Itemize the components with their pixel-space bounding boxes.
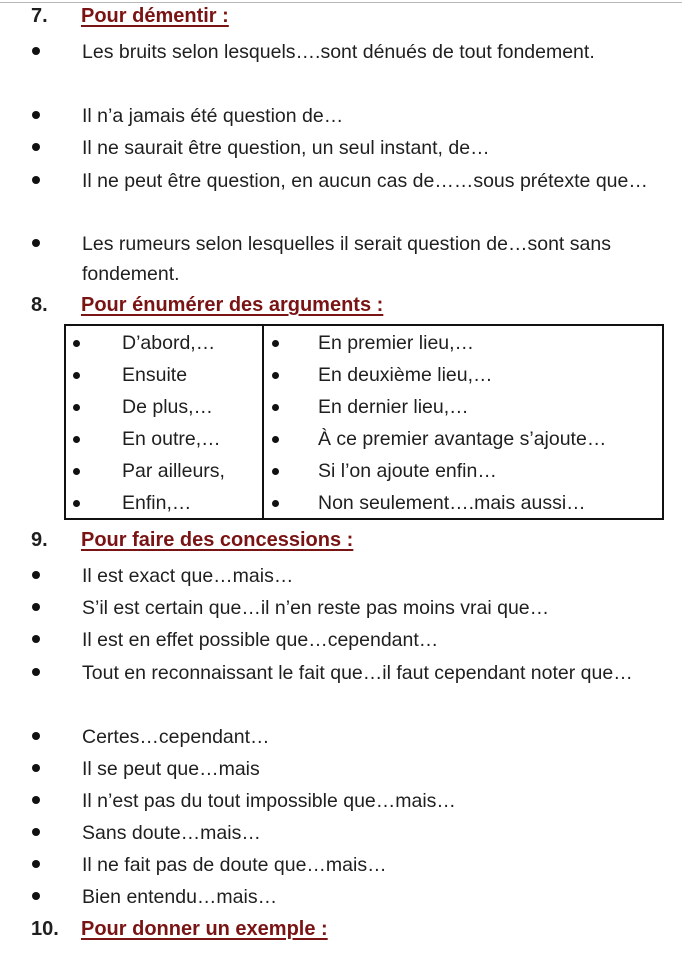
list-item-text: Bien entendu…mais… (82, 886, 278, 908)
table-cell-text: Par ailleurs, (122, 460, 225, 482)
top-divider (0, 2, 682, 3)
section-10-heading (31, 918, 328, 946)
list-item-text: Il n’est pas du tout impossible que…mais… (82, 790, 456, 812)
table-cell-left (66, 456, 262, 487)
section-title: Pour démentir : (81, 5, 229, 27)
table-cell-right (264, 488, 662, 519)
bullet-icon (32, 143, 40, 151)
table-cell-text: Enfin,… (122, 492, 192, 514)
table-cell-text: Si l’on ajoute enfin… (318, 460, 497, 482)
table-cell-text: En outre,… (122, 428, 221, 450)
table-cell-left (66, 488, 262, 519)
table-cell-text: En dernier lieu,… (318, 396, 469, 418)
table-cell-left (66, 360, 262, 391)
list-item-text: Les rumeurs selon lesquelles il serait question de…sont sans fondement. (82, 233, 611, 285)
table-cell-text: À ce premier avantage s’ajoute… (318, 428, 607, 450)
list-item-text: Il ne fait pas de doute que…mais… (82, 854, 387, 876)
table-cell-text: En premier lieu,… (318, 332, 475, 354)
list-item-text: S’il est certain que…il n’en reste pas moins vrai que… (82, 597, 550, 619)
table-cell-right (264, 424, 662, 455)
table-cell-text: D’abord,… (122, 332, 216, 354)
table-cell-right (264, 456, 662, 487)
table-cell-text: En deuxième lieu,… (318, 364, 493, 386)
bullet-icon (272, 372, 279, 379)
bullet-icon (73, 404, 80, 411)
section-title: Pour faire des concessions : (81, 529, 354, 551)
list-item-text: Il ne peut être question, en aucun cas de……sous prétexte que… (82, 170, 648, 192)
bullet-icon (73, 500, 80, 507)
bullet-icon (32, 764, 40, 772)
section-number: 7. (31, 5, 48, 27)
bullet-icon (32, 892, 40, 900)
bullet-icon (32, 571, 40, 579)
bullet-icon (32, 796, 40, 804)
bullet-icon (32, 860, 40, 868)
bullet-icon (73, 372, 80, 379)
list-item-text: Il n’a jamais été question de… (82, 105, 344, 127)
section-number: 9. (31, 529, 48, 551)
section-8-heading (31, 294, 383, 322)
section-number: 8. (31, 294, 48, 316)
table-cell-text: Non seulement….mais aussi… (318, 492, 586, 514)
section-number: 10. (31, 918, 59, 940)
list-item-text: Il se peut que…mais (82, 758, 260, 780)
bullet-icon (73, 340, 80, 347)
list-item-text: Il ne saurait être question, un seul instant, de… (82, 137, 490, 159)
bullet-icon (32, 828, 40, 836)
list-item-text: Il est exact que…mais… (82, 565, 294, 587)
bullet-icon (73, 436, 80, 443)
table-cell-left (66, 392, 262, 423)
bullet-icon (32, 603, 40, 611)
list-item-text: Il est en effet possible que…cependant… (82, 629, 439, 651)
list-item-text: Tout en reconnaissant le fait que…il faut cependant noter que… (82, 662, 633, 684)
bullet-icon (272, 404, 279, 411)
bullet-icon (32, 176, 40, 184)
list-item-text: Sans doute…mais… (82, 822, 261, 844)
bullet-icon (272, 340, 279, 347)
section-7-heading (31, 5, 229, 33)
section-title: Pour énumérer des arguments : (81, 294, 384, 316)
section-9-heading (31, 529, 353, 557)
table-cell-right (264, 360, 662, 391)
bullet-icon (272, 500, 279, 507)
bullet-icon (272, 436, 279, 443)
bullet-icon (32, 111, 40, 119)
bullet-icon (73, 468, 80, 475)
table-cell-text: Ensuite (122, 364, 188, 386)
bullet-icon (32, 635, 40, 643)
table-cell-right (264, 328, 662, 359)
table-cell-left (66, 328, 262, 359)
table-cell-right (264, 392, 662, 423)
table-cell-left (66, 424, 262, 455)
table-cell-text: De plus,… (122, 396, 214, 418)
list-item-text: Les bruits selon lesquels….sont dénués de tout fondement. (82, 41, 595, 63)
bullet-icon (272, 468, 279, 475)
bullet-icon (32, 732, 40, 740)
bullet-icon (32, 668, 40, 676)
bullet-icon (32, 239, 40, 247)
list-item-text: Certes…cependant… (82, 726, 270, 748)
section-title: Pour donner un exemple : (81, 918, 328, 940)
bullet-icon (32, 47, 40, 55)
arguments-table (64, 324, 664, 520)
